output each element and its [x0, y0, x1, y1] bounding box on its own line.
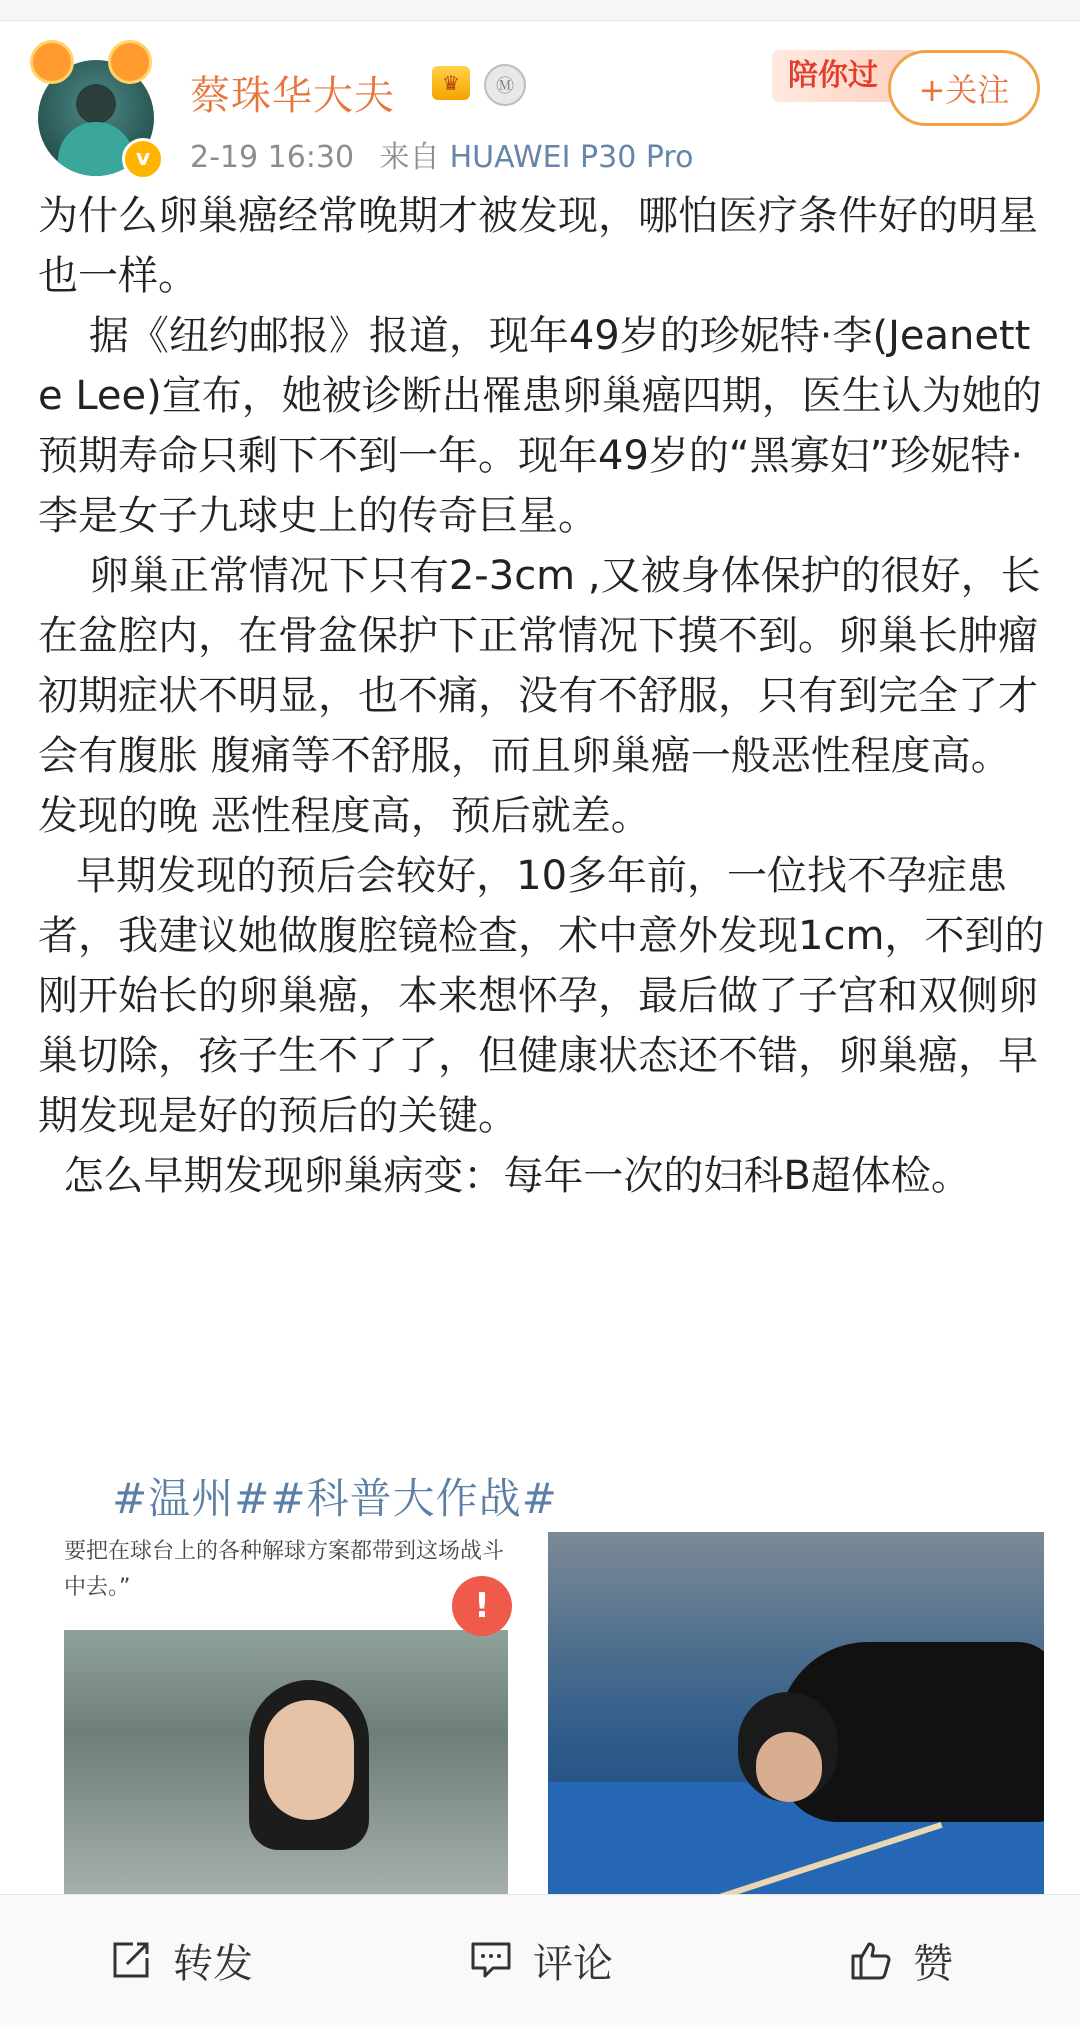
level-badge-icon[interactable]: Ⓜ	[484, 64, 526, 106]
avatar-body	[58, 122, 134, 176]
like-button[interactable]	[720, 1895, 1080, 2025]
alert-icon[interactable]: !	[452, 1576, 512, 1636]
device-source[interactable]: HUAWEI P30 Pro	[449, 140, 694, 175]
thumbs-up-icon	[847, 1936, 895, 1984]
status-strip	[0, 0, 1080, 21]
paragraph: 卵巢正常情况下只有2-3cm ,又被身体保护的很好，长在盆腔内，在骨盆保护下正常情况下摸不到。卵巢长肿瘤初期症状不明显，也不痛，没有不舒服，只有到完全了才会有腹胀 腹痛等不舒服，而且卵巢癌一般恶性程度高。发现的晚 恶性程度高，预后就差。	[38, 553, 1041, 839]
post-header	[0, 20, 1080, 175]
post-image-2[interactable]	[548, 1532, 1044, 1894]
verified-icon: v	[122, 138, 164, 180]
promo-tag: 陪你过	[772, 50, 918, 102]
avatar-head	[76, 84, 116, 124]
image-caption: 要把在球台上的各种解球方案都带到这场战斗中去。”	[64, 1539, 505, 1600]
paragraph: 为什么卵巢癌经常晚期才被发现，哪怕医疗条件好的明星也一样。	[38, 193, 1038, 299]
comment-label: 评论	[533, 1940, 613, 1987]
paragraph: 怎么早期发现卵巢病变：每年一次的妇科B超体检。	[38, 1153, 971, 1199]
username[interactable]: 蔡珠华大夫	[190, 73, 395, 119]
paragraph: 据《纽约邮报》报道，现年49岁的珍妮特·李(Jeanette Lee)宣布，她被诊断出罹患卵巢癌四期，医生认为她的预期寿命只剩下不到一年。现年49岁的“黑寡妇”珍妮特·李是女子九球史上的传奇巨星。	[38, 313, 1042, 539]
repost-button[interactable]	[0, 1895, 360, 2025]
post-image-1[interactable]	[38, 1530, 524, 1894]
paragraph: 早期发现的预后会较好，10多年前，一位找不孕症患者，我建议她做腹腔镜检查，术中意外发现1cm，不到的刚开始长的卵巢癌，本来想怀孕，最后做了子宫和双侧卵巢切除，孩子生不了了，但健康状态还不错，卵巢癌，早期发现是好的预后的关键。	[38, 853, 1045, 1139]
repost-label: 转发	[173, 1940, 253, 1987]
comment-button[interactable]	[360, 1895, 720, 2025]
avatar-decoration-icon	[30, 40, 170, 84]
photo-woman-portrait	[64, 1630, 508, 1894]
timestamp: 2-19 16:30	[190, 140, 355, 175]
post-body	[38, 186, 1050, 1206]
portrait-face	[264, 1700, 354, 1820]
topic-hashtags[interactable]: #温州##科普大作战#	[112, 1474, 558, 1523]
player-face	[756, 1732, 822, 1802]
follow-button[interactable]: +关注	[888, 50, 1040, 126]
vip-crown-icon[interactable]: ♛	[432, 66, 470, 100]
source-prefix: 来自	[379, 140, 440, 175]
post-meta	[190, 132, 693, 176]
like-label: 赞	[913, 1940, 953, 1987]
comment-icon	[467, 1936, 515, 1984]
action-bar	[0, 1894, 1080, 2025]
repost-icon	[107, 1936, 155, 1984]
